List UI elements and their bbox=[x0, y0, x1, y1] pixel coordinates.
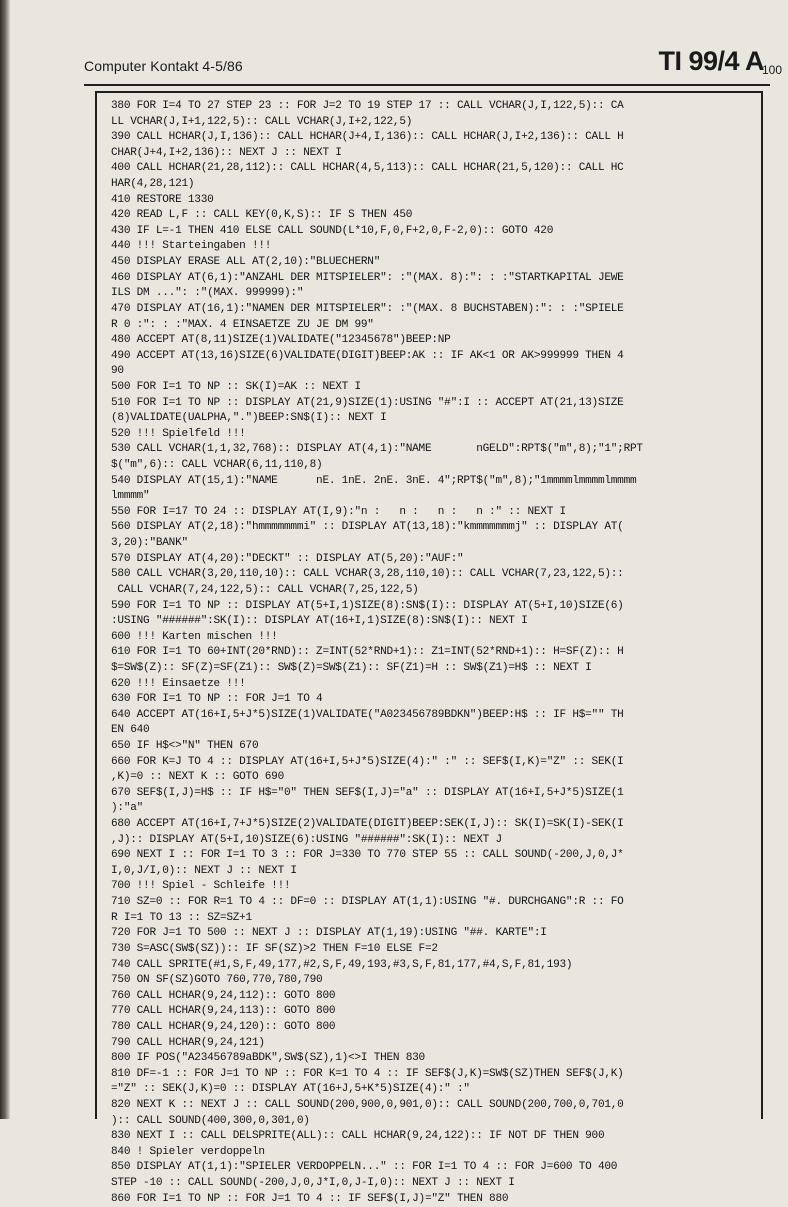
listing-line: 750 ON SF(SZ)GOTO 760,770,780,790 bbox=[111, 974, 323, 987]
listing-line: 690 NEXT I :: FOR I=1 TO 3 :: FOR J=330 TO 770 STEP 55 :: CALL SOUND(-200,J,0,J* bbox=[111, 849, 624, 862]
listing-line: 740 CALL SPRITE(#1,S,F,49,177,#2,S,F,49,193,#3,S,F,81,177,#4,S,F,81,193) bbox=[111, 958, 573, 971]
listing-line: ,K)=0 :: NEXT K :: GOTO 690 bbox=[111, 771, 284, 784]
listing-line: 670 SEF$(I,J)=H$ :: IF H$="0" THEN SEF$(I,J)="a" :: DISPLAY AT(16+I,5+J*5)SIZE(1 bbox=[111, 786, 624, 799]
page-binding-edge bbox=[0, 0, 10, 1119]
listing-line: 590 FOR I=1 TO NP :: DISPLAY AT(5+I,1)SIZE(8):SN$(I):: DISPLAY AT(5+I,10)SIZE(6) bbox=[111, 599, 624, 612]
listing-line: 770 CALL HCHAR(9,24,113):: GOTO 800 bbox=[111, 1005, 336, 1018]
listing-line: ):"a" bbox=[111, 802, 144, 815]
listing-line: 850 DISPLAY AT(1,1):"SPIELER VERDOPPELN..." :: FOR I=1 TO 4 :: FOR J=600 TO 400 bbox=[111, 1161, 618, 1174]
listing-line: 520 !!! Spielfeld !!! bbox=[111, 427, 246, 440]
listing-line: 790 CALL HCHAR(9,24,121) bbox=[111, 1036, 265, 1049]
listing-line: I,0,J/I,0):: NEXT J :: NEXT I bbox=[111, 864, 297, 877]
listing-line: R I=1 TO 13 :: SZ=SZ+1 bbox=[111, 911, 252, 924]
listing-line: 660 FOR K=J TO 4 :: DISPLAY AT(16+I,5+J*5)SIZE(4):" :" :: SEF$(I,K)="Z" :: SEK(I bbox=[111, 755, 624, 768]
listing-line: 430 IF L=-1 THEN 410 ELSE CALL SOUND(L*10,F,0,F+2,0,F-2,0):: GOTO 420 bbox=[111, 224, 554, 237]
program-listing bbox=[111, 99, 757, 1207]
listing-line: 410 RESTORE 1330 bbox=[111, 193, 214, 206]
listing-line: ,J):: DISPLAY AT(5+I,10)SIZE(6):USING "######":SK(I):: NEXT J bbox=[111, 833, 502, 846]
listing-line: 710 SZ=0 :: FOR R=1 TO 4 :: DF=0 :: DISPLAY AT(1,1):USING "#. DURCHGANG":R :: FO bbox=[111, 896, 624, 909]
listing-line: 500 FOR I=1 TO NP :: SK(I)=AK :: NEXT I bbox=[111, 380, 361, 393]
listing-line: 680 ACCEPT AT(16+I,7+J*5)SIZE(2)VALIDATE(DIGIT)BEEP:SEK(I,J):: SK(I)=SK(I)-SEK(I bbox=[111, 818, 624, 831]
listing-line: 400 CALL HCHAR(21,28,112):: CALL HCHAR(4,5,113):: CALL HCHAR(21,5,120):: CALL HC bbox=[111, 162, 624, 175]
listing-line: CHAR(J+4,I+2,136):: NEXT J :: NEXT I bbox=[111, 146, 342, 159]
listing-line: 720 FOR J=1 TO 500 :: NEXT J :: DISPLAY AT(1,19):USING "##. KARTE":I bbox=[111, 927, 547, 940]
listing-line: 90 bbox=[111, 365, 124, 378]
listing-line: 3,20):"BANK" bbox=[111, 537, 188, 550]
listing-line: 810 DF=-1 :: FOR J=1 TO NP :: FOR K=1 TO 4 :: IF SEF$(J,K)=SW$(SZ)THEN SEF$(J,K) bbox=[111, 1067, 624, 1080]
magazine-title: Computer Kontakt 4-5/86 bbox=[84, 58, 243, 74]
listing-line: 800 IF POS("A23456789aBDK",SW$(SZ),1)<>I THEN 830 bbox=[111, 1052, 425, 1065]
listing-line: 480 ACCEPT AT(8,11)SIZE(1)VALIDATE("12345678")BEEP:NP bbox=[111, 334, 451, 347]
listing-line: 610 FOR I=1 TO 60+INT(20*RND):: Z=INT(52*RND+1):: Z1=INT(52*RND+1):: H=SF(Z):: H bbox=[111, 646, 624, 659]
listing-line: 560 DISPLAY AT(2,18):"hmmmmmmmi" :: DISPLAY AT(13,18):"kmmmmmmmj" :: DISPLAY AT( bbox=[111, 521, 624, 534]
listing-line: 760 CALL HCHAR(9,24,112):: GOTO 800 bbox=[111, 989, 336, 1002]
listing-line: (8)VALIDATE(UALPHA,".")BEEP:SN$(I):: NEXT I bbox=[111, 412, 387, 425]
listing-line: HAR(4,28,121) bbox=[111, 178, 195, 191]
listing-line: 420 READ L,F :: CALL KEY(0,K,S):: IF S THEN 450 bbox=[111, 209, 413, 222]
listing-line: ="Z" :: SEK(J,K)=0 :: DISPLAY AT(16+J,5+K*5)SIZE(4):" :" bbox=[111, 1083, 470, 1096]
listing-line: 580 CALL VCHAR(3,20,110,10):: CALL VCHAR(3,28,110,10):: CALL VCHAR(7,23,122,5):: bbox=[111, 568, 624, 581]
listing-line: 530 CALL VCHAR(1,1,32,768):: DISPLAY AT(4,1):"NAME nGELD":RPT$("m",8);"1";RPT bbox=[111, 443, 643, 456]
listing-line: 540 DISPLAY AT(15,1):"NAME nE. 1nE. 2nE. 3nE. 4";RPT$("m",8);"1mmmmlmmmmlmmmm bbox=[111, 474, 637, 487]
listing-line: 570 DISPLAY AT(4,20):"DECKT" :: DISPLAY AT(5,20):"AUF:" bbox=[111, 552, 464, 565]
listing-line: EN 640 bbox=[111, 724, 150, 737]
listing-line: STEP -10 :: CALL SOUND(-200,J,0,J*I,0,J-I,0):: NEXT J :: NEXT I bbox=[111, 1177, 515, 1190]
listing-line: ):: CALL SOUND(400,300,0,301,0) bbox=[111, 1114, 310, 1127]
listing-line: 840 ! Spieler verdoppeln bbox=[111, 1145, 265, 1158]
listing-line: 550 FOR I=17 TO 24 :: DISPLAY AT(I,9):"n : n : n : n :" :: NEXT I bbox=[111, 505, 566, 518]
listing-line: 380 FOR I=4 TO 27 STEP 23 :: FOR J=2 TO 19 STEP 17 :: CALL VCHAR(J,I,122,5):: CA bbox=[111, 100, 624, 112]
page-header bbox=[84, 44, 764, 84]
system-title: TI 99/4 A bbox=[658, 46, 764, 76]
listing-line: 650 IF H$<>"N" THEN 670 bbox=[111, 739, 259, 752]
listing-line: :USING "######":SK(I):: DISPLAY AT(16+I,1)SIZE(8):SN$(I):: NEXT I bbox=[111, 615, 528, 628]
listing-line: 700 !!! Spiel - Schleife !!! bbox=[111, 880, 291, 893]
listing-line: 640 ACCEPT AT(16+I,5+J*5)SIZE(1)VALIDATE("A023456789BDKN")BEEP:H$ :: IF H$="" TH bbox=[111, 708, 624, 721]
listing-line: 600 !!! Karten mischen !!! bbox=[111, 630, 278, 643]
listing-line: lmmmm" bbox=[111, 490, 150, 503]
listing-line: LL VCHAR(J,I+1,122,5):: CALL VCHAR(J,I+2,122,5) bbox=[111, 115, 413, 128]
listing-line: 830 NEXT I :: CALL DELSPRITE(ALL):: CALL HCHAR(9,24,122):: IF NOT DF THEN 900 bbox=[111, 1130, 605, 1143]
listing-line: 390 CALL HCHAR(J,I,136):: CALL HCHAR(J+4,I,136):: CALL HCHAR(J,I+2,136):: CALL H bbox=[111, 131, 624, 144]
listing-line: ILS DM ...": :"(MAX. 999999):" bbox=[111, 287, 304, 300]
listing-line: 460 DISPLAY AT(6,1):"ANZAHL DER MITSPIELER": :"(MAX. 8):": : :"STARTKAPITAL JEWE bbox=[111, 271, 624, 284]
listing-line: 820 NEXT K :: NEXT J :: CALL SOUND(200,900,0,901,0):: CALL SOUND(200,700,0,701,0 bbox=[111, 1099, 624, 1111]
listing-line: 730 S=ASC(SW$(SZ)):: IF SF(SZ)>2 THEN F=10 ELSE F=2 bbox=[111, 942, 438, 955]
listing-line: $=SW$(Z):: SF(Z)=SF(Z1):: SW$(Z)=SW$(Z1):: SF(Z1)=H :: SW$(Z1)=H$ :: NEXT I bbox=[111, 661, 592, 674]
listing-line: 450 DISPLAY ERASE ALL AT(2,10):"BLUECHERN" bbox=[111, 256, 381, 269]
header-rule bbox=[84, 84, 770, 86]
listing-line: 510 FOR I=1 TO NP :: DISPLAY AT(21,9)SIZE(1):USING "#":I :: ACCEPT AT(21,13)SIZE bbox=[111, 396, 624, 409]
listing-line: $("m",6):: CALL VCHAR(6,11,110,8) bbox=[111, 459, 323, 472]
program-listing-box bbox=[95, 91, 763, 1205]
listing-line: 860 FOR I=1 TO NP :: FOR J=1 TO 4 :: IF SEF$(I,J)="Z" THEN 880 bbox=[111, 1192, 509, 1205]
listing-line: 440 !!! Starteingaben !!! bbox=[111, 240, 272, 253]
listing-line: 470 DISPLAY AT(16,1):"NAMEN DER MITSPIELER": :"(MAX. 8 BUCHSTABEN):": : :"SPIELE bbox=[111, 302, 624, 315]
page-number: 100 bbox=[762, 63, 783, 77]
listing-line: R 0 :": : :"MAX. 4 EINSAETZE ZU JE DM 99" bbox=[111, 318, 374, 331]
listing-line: 780 CALL HCHAR(9,24,120):: GOTO 800 bbox=[111, 1020, 336, 1033]
listing-line: 620 !!! Einsaetze !!! bbox=[111, 677, 246, 690]
listing-line: 490 ACCEPT AT(13,16)SIZE(6)VALIDATE(DIGIT)BEEP:AK :: IF AK<1 OR AK>999999 THEN 4 bbox=[111, 349, 624, 362]
listing-line: 630 FOR I=1 TO NP :: FOR J=1 TO 4 bbox=[111, 693, 323, 706]
listing-line: CALL VCHAR(7,24,122,5):: CALL VCHAR(7,25,122,5) bbox=[111, 583, 419, 596]
